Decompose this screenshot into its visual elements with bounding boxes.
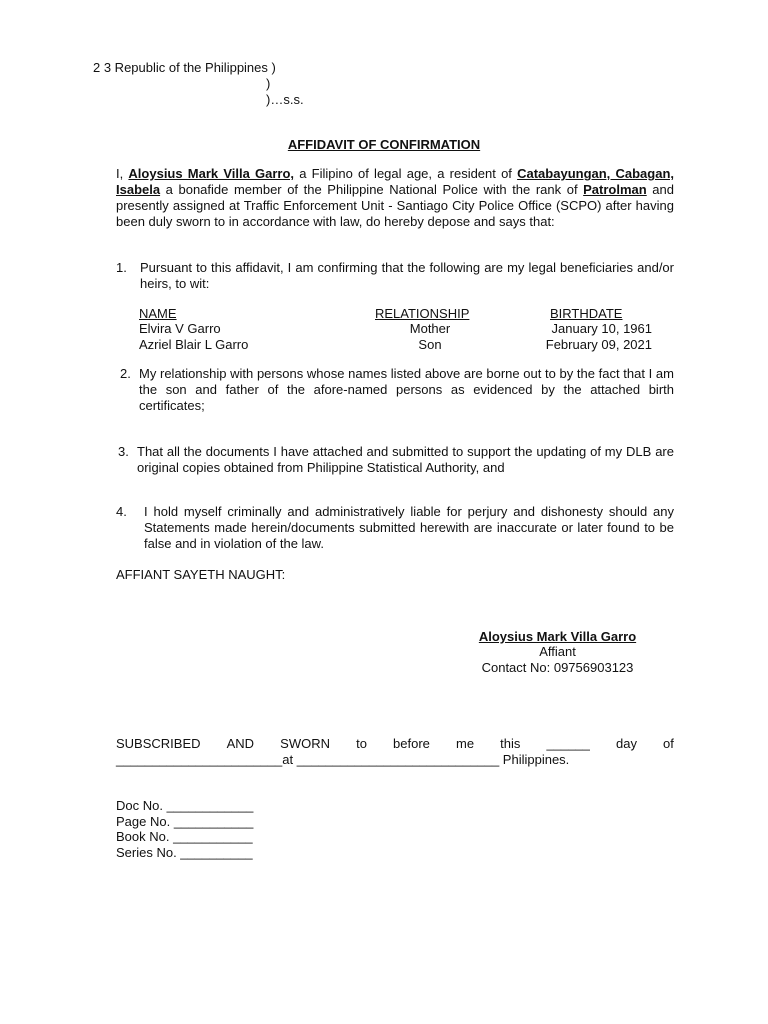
beneficiary-name: Azriel Blair L Garro [139,337,249,352]
jurat-word: AND [226,736,255,751]
list-item [116,504,674,552]
item-number: 2. [120,366,131,381]
doc-number-field: Doc No. ____________ [116,798,254,813]
signature-role: Affiant [539,644,576,659]
beneficiary-birthdate: February 09, 2021 [545,337,652,352]
beneficiary-relationship: Mother [409,321,451,336]
column-header-relationship: RELATIONSHIP [375,306,470,321]
column-header-name: NAME [139,306,177,321]
item-text: My relationship with persons whose names listed above are borne out to by the fact that I am the son and father of the afore-named persons as evidenced by the attached birth certificates; [139,366,674,413]
jurat-word: SUBSCRIBED [116,736,201,751]
affiant-address: Catabayungan, Cabagan, Isabela [116,166,674,197]
jurat-word: this [500,736,521,751]
jurat-line-1 [116,736,674,752]
beneficiary-birthdate: January 10, 1961 [551,321,652,336]
affiant-name-inline: Aloysius Mark Villa Garro, [128,166,295,181]
affiant-rank: Patrolman [583,182,647,197]
jurat-blank: ______ [546,736,590,751]
beneficiary-name: Elvira V Garro [139,321,221,336]
book-number-field: Book No. ___________ [116,829,253,844]
series-number-field: Series No. __________ [116,845,253,860]
column-header-birthdate: BIRTHDATE [550,306,623,321]
item-number: 3. [118,444,129,459]
list-item [118,444,674,476]
signature-contact: Contact No: 09756903123 [481,660,634,675]
affiant-sayeth-naught: AFFIANT SAYETH NAUGHT: [116,567,286,582]
intro-text-1: I, [116,166,129,181]
jurat-word: me [456,736,475,751]
signature-name: Aloysius Mark Villa Garro [478,629,637,644]
item-number: 4. [116,504,127,519]
jurat-word: of [663,736,674,751]
intro-text-4: and presently assigned at Traffic Enforcement Unit - Santiago City Police Office (SCPO) after having been duly sworn to in accordance with law, do hereby depose and says that: [116,182,674,229]
list-item [116,260,674,292]
page-number-field: Page No. ___________ [116,814,254,829]
venue-line-1: 2 3 Republic of the Philippines ) [93,60,276,75]
item-text: Pursuant to this affidavit, I am confirming that the following are my legal beneficiaries and/or heirs, to wit: [140,260,674,291]
jurat-word: SWORN [280,736,331,751]
venue-line-3: )…s.s. [266,92,304,107]
jurat-word: day [615,736,637,751]
item-text: I hold myself criminally and administratively liable for perjury and dishonesty should any Statements made herein/documents submitted herewith are inaccurate or later found to be false and in violation of the law. [144,504,674,551]
jurat-word: to [356,736,367,751]
jurat-word: before [393,736,430,751]
item-text: That all the documents I have attached and submitted to support the updating of my DLB are original copies obtained from Philippine Statistical Authority, and [137,444,674,475]
list-item [120,366,674,414]
intro-text-3: a bonafide member of the Philippine National Police with the rank of [160,182,584,197]
jurat-line-2: _______________________at ____________________________ Philippines. [116,752,570,767]
intro-text-2: a Filipino of legal age, a resident of [294,166,518,181]
beneficiary-relationship: Son [418,337,442,352]
venue-line-2: ) [266,76,271,91]
document-title: AFFIDAVIT OF CONFIRMATION [287,137,481,152]
intro-paragraph [116,166,674,230]
item-number: 1. [116,260,127,275]
